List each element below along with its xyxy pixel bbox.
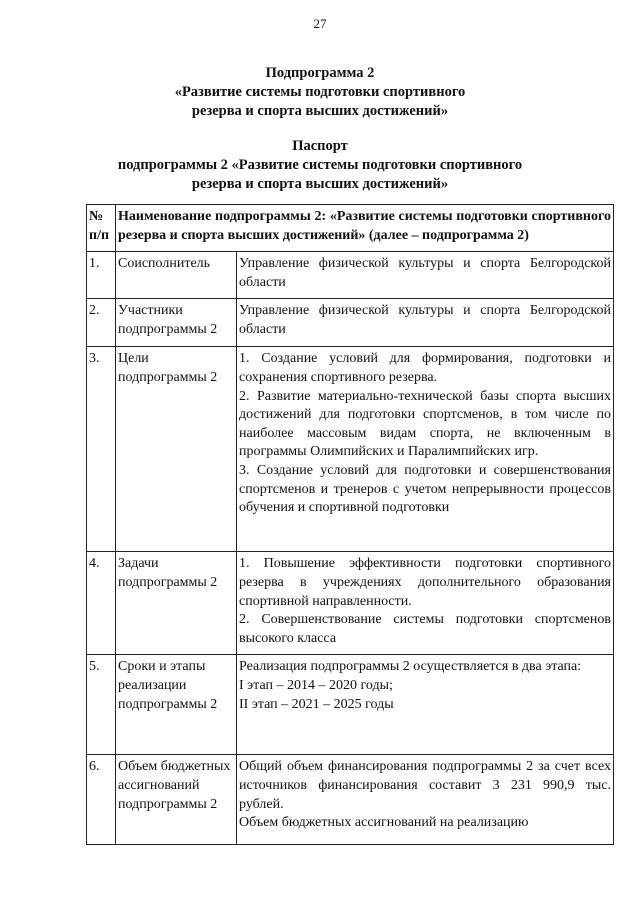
- row-paragraph: 2. Развитие материально-технической базы спорта высших достижений для подготовки спортсменов, в том числе по наиболее массовым видам спорта, не включенным в программы Олимпийских и Паралимпийских игр.: [239, 388, 611, 460]
- row-paragraph: Управление физической культуры и спорта Белгородской области: [239, 303, 611, 337]
- page-number: 27: [313, 16, 327, 31]
- row-paragraph: Объем бюджетных ассигнований на реализацию: [239, 815, 529, 831]
- passport-title: [0, 137, 640, 194]
- row-paragraph: Общий объем финансирования подпрограммы 2 за счет всех источников финансирования составит 3 231 990,9 тыс. рублей.: [239, 759, 611, 812]
- row-label: Сроки и этапы реализации подпрограммы 2: [116, 655, 237, 755]
- table-row: [87, 299, 614, 347]
- row-content: [237, 299, 614, 347]
- row-paragraph: 1. Создание условий для формирования, подготовки и сохранения спортивного резерва.: [239, 351, 611, 385]
- row-paragraph: Реализация подпрограммы 2 осуществляется в два этапа:: [239, 659, 582, 675]
- passport-table: [86, 204, 614, 845]
- row-label: Задачи подпрограммы 2: [116, 552, 237, 655]
- subprogram-title: [0, 64, 640, 121]
- row-paragraph: I этап – 2014 – 2020 годы;: [239, 677, 393, 693]
- row-label: Объем бюджетных ассигнований подпрограммы 2: [116, 755, 237, 845]
- row-number: 5.: [87, 655, 116, 755]
- header-title-cell: Наименование подпрограммы 2: «Развитие системы подготовки спортивного резерва и спорта высших достижений» (далее – подпрограмма 2): [116, 205, 614, 252]
- subprogram-title-line: «Развитие системы подготовки спортивного: [174, 84, 466, 100]
- row-number: 1.: [87, 252, 116, 299]
- table-row: [87, 755, 614, 845]
- row-content: [237, 655, 614, 755]
- row-paragraph: 3. Создание условий для подготовки и совершенствования спортсменов и тренеров с учетом непрерывности процессов обучения и спортивной подготовки: [239, 462, 611, 516]
- row-paragraph: Управление физической культуры и спорта Белгородской области: [239, 256, 611, 290]
- row-label: Соисполнитель: [116, 252, 237, 299]
- table-row: [87, 552, 614, 655]
- row-number: 6.: [87, 755, 116, 845]
- table-row: [87, 347, 614, 552]
- row-paragraph: 2. Совершенствование системы подготовки спортсменов высокого класса: [239, 612, 611, 646]
- table-row: [87, 655, 614, 755]
- row-label: Цели подпрограммы 2: [116, 347, 237, 552]
- row-content: [237, 552, 614, 655]
- row-number: 3.: [87, 347, 116, 552]
- row-content: [237, 755, 614, 845]
- header-num-cell: № п/п: [87, 205, 116, 252]
- row-paragraph: II этап – 2021 – 2025 годы: [239, 696, 394, 712]
- passport-title-line: резерва и спорта высших достижений»: [191, 176, 449, 192]
- passport-title-line: подпрограммы 2 «Развитие системы подготовки спортивного: [117, 157, 523, 173]
- row-label: Участники подпрограммы 2: [116, 299, 237, 347]
- row-paragraph: 1. Повышение эффективности подготовки спортивного резерва в учреждениях дополнительного образования спортивной направленности.: [239, 556, 611, 609]
- table-row: [87, 252, 614, 299]
- row-content: [237, 252, 614, 299]
- subprogram-title-line: Подпрограмма 2: [265, 65, 375, 81]
- row-number: 4.: [87, 552, 116, 655]
- subprogram-title-line: резерва и спорта высших достижений»: [191, 103, 449, 119]
- passport-title-line: Паспорт: [292, 138, 348, 154]
- row-number: 2.: [87, 299, 116, 347]
- table-header-row: [87, 205, 614, 252]
- row-content: [237, 347, 614, 552]
